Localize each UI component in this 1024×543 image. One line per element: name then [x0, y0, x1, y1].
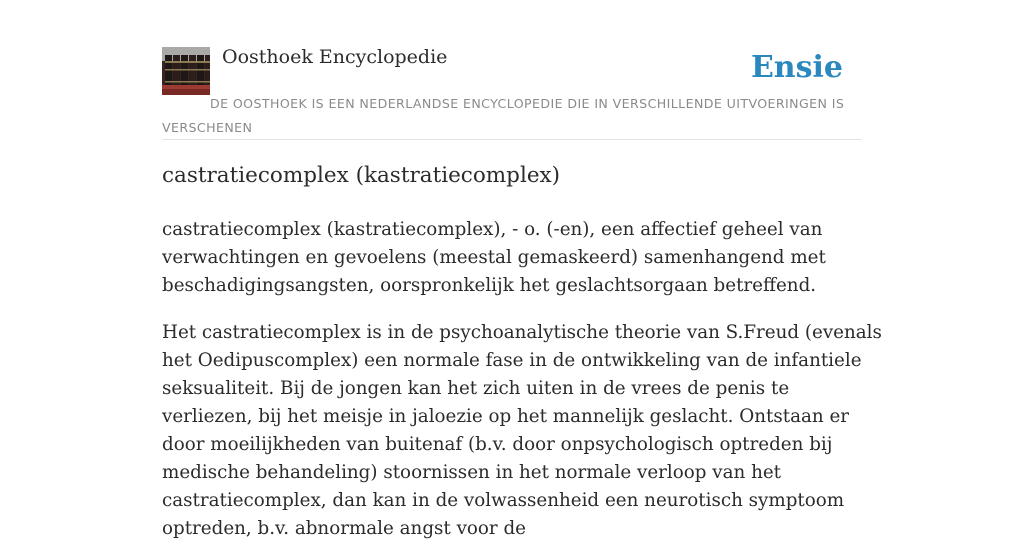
page-title: castratiecomplex (kastratiecomplex) [162, 163, 561, 188]
article-paragraph: Het castratiecomplex is in de psychoanalytische theorie van S.Freud (evenals het Oedipuscomplex) een normale fase in de ontwikkeling van de infantiele seksualiteit. Bij de jongen kan het zich uiten in de vrees de penis te verliezen, bij het meisje in jaloezie op het mannelijk geslacht. Ontstaan er door moeilijkheden van buitenaf (b.v. door onpsychologisch optreden bij medische behandeling) stoornissen in het normale verloop van het castratiecomplex, dan kan in de volwassenheid een neurotisch symptoom optreden, b.v. abnormale angst voor de [162, 322, 882, 539]
book-spines-icon [162, 47, 210, 95]
site-name[interactable]: Oosthoek Encyclopedie [222, 46, 448, 68]
avatar[interactable] [162, 47, 210, 95]
site-tagline: DE OOSTHOEK IS EEN NEDERLANDSE ENCYCLOPEDIE DIE IN VERSCHILLENDE UITVOERINGEN IS VERSCHENEN [162, 96, 845, 135]
article-paragraph: castratiecomplex (kastratiecomplex), - o. (-en), een affectief geheel van verwachtingen en gevoelens (meestal gemaskeerd) samenhangend met beschadigingsangsten, oorspronkelijk het geslachtsorgaan betreffend. [162, 219, 826, 296]
brand-logo[interactable]: Ensie [750, 50, 843, 85]
site-header [162, 46, 862, 140]
